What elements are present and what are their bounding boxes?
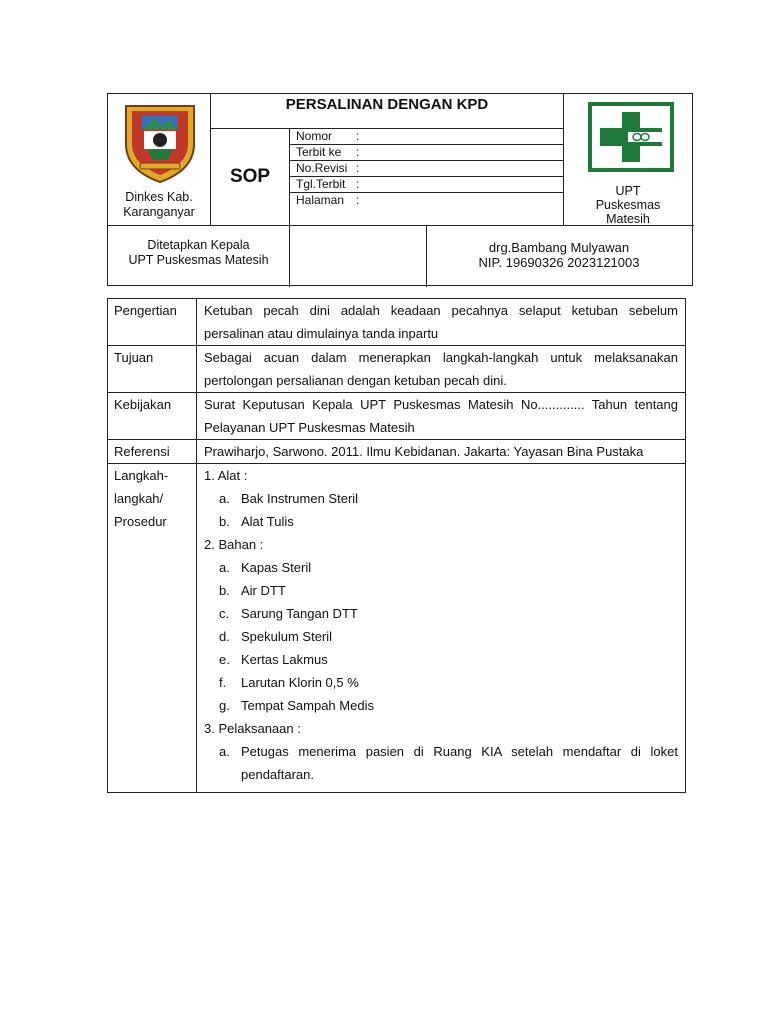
document-title: PERSALINAN DENGAN KPD [285, 96, 489, 113]
list-item [204, 579, 678, 602]
meta-label: Terbit ke [296, 145, 342, 159]
list-marker: a. [219, 560, 230, 575]
list-text: Kertas Lakmus [241, 652, 328, 667]
list-marker: c. [219, 606, 230, 621]
upt-label [564, 184, 692, 226]
row-prosedur [108, 464, 686, 793]
list-marker: a. [219, 491, 230, 506]
meta-sep: : [356, 145, 360, 159]
meta-label: Halaman [296, 193, 345, 207]
prosedur-key-line: Prosedur [114, 514, 167, 529]
upt-line-1: UPT [615, 184, 641, 198]
row-key: Referensi [108, 440, 197, 464]
sop-label: SOP [229, 166, 271, 187]
prosedur-key-line: langkah/ [114, 491, 164, 506]
upt-line-2: Puskesmas [595, 198, 661, 212]
list-item [204, 602, 678, 625]
signer-name: drg.Bambang Mulyawan [488, 240, 630, 255]
meta-label: Tgl.Terbit [296, 177, 346, 191]
ditetapkan-label [108, 238, 289, 268]
list-marker: a. [219, 744, 230, 759]
list-marker: g. [219, 698, 230, 713]
list-item [204, 648, 678, 671]
list-marker: b. [219, 514, 230, 529]
section-heading: 2. Bahan : [204, 537, 264, 552]
list-text: Kapas Steril [241, 560, 312, 575]
sop-header [107, 93, 693, 286]
meta-label: Nomor [296, 129, 333, 143]
list-item [204, 740, 678, 786]
list-marker: b. [219, 583, 230, 598]
row-key [108, 464, 197, 793]
list-text: Tempat Sampah Medis [241, 698, 374, 713]
meta-halaman [290, 193, 563, 209]
section-heading: 1. Alat : [204, 468, 248, 483]
list-marker: e. [219, 652, 230, 667]
list-text: Larutan Klorin 0,5 % [241, 675, 359, 690]
list-text: Spekulum Steril [241, 629, 333, 644]
dinkes-label [108, 190, 210, 220]
list-text: Petugas menerima pasien di Ruang KIA setelah mendaftar di loket pendaftaran. [241, 744, 678, 782]
row-kebijakan [108, 393, 686, 440]
meta-label: No.Revisi [296, 161, 348, 175]
meta-sep: : [356, 193, 360, 207]
list-text: Bak Instrumen Steril [241, 491, 359, 506]
row-tujuan [108, 346, 686, 393]
row-key: Pengertian [108, 299, 197, 346]
row-value: Ketuban pecah dini adalah keadaan pecahnya selaput ketuban sebelum persalinan atau dimulainya tanda inpartu [197, 299, 686, 346]
list-text: Sarung Tangan DTT [241, 606, 358, 621]
ditetapkan-line-1: Ditetapkan Kepala [147, 238, 250, 252]
meta-terbit-ke [290, 145, 563, 161]
list-text: Air DTT [241, 583, 286, 598]
upt-line-3: Matesih [606, 212, 650, 226]
prosedur-key-line: Langkah- [114, 468, 169, 483]
ditetapkan-line-2: UPT Puskesmas Matesih [128, 253, 269, 267]
list-item [204, 694, 678, 717]
row-referensi [108, 440, 686, 464]
prosedur-steps [197, 464, 686, 793]
list-item [204, 625, 678, 648]
list-marker: d. [219, 629, 230, 644]
meta-nomor [290, 129, 563, 145]
section-heading: 3. Pelaksanaan : [204, 721, 301, 736]
list-marker: f. [219, 675, 227, 690]
row-key: Tujuan [108, 346, 197, 393]
list-item [204, 671, 678, 694]
sop-content-table [107, 298, 686, 793]
puskesmas-green-cross-icon [588, 102, 674, 172]
list-item [204, 556, 678, 579]
row-value: Prawiharjo, Sarwono. 2011. Ilmu Kebidanan. Jakarta: Yayasan Bina Pustaka [197, 440, 686, 464]
meta-tgl-terbit [290, 177, 563, 193]
meta-sep: : [356, 129, 360, 143]
row-key: Kebijakan [108, 393, 197, 440]
row-value: Sebagai acuan dalam menerapkan langkah-langkah untuk melaksanakan pertolongan persalianan dengan ketuban pecah dini. [197, 346, 686, 393]
list-item [204, 487, 678, 510]
row-value: Surat Keputusan Kepala UPT Puskesmas Matesih No............. Tahun tentang Pelayanan UPT Puskesmas Matesih [197, 393, 686, 440]
list-text: Alat Tulis [241, 514, 294, 529]
signatory [426, 240, 692, 270]
signer-nip: NIP. 19690326 2023121003 [478, 255, 640, 270]
list-item [204, 510, 678, 533]
row-pengertian [108, 299, 686, 346]
meta-sep: : [356, 177, 360, 191]
meta-no-revisi [290, 161, 563, 177]
dinkes-line-1: Dinkes Kab. [125, 190, 193, 204]
dinkes-line-2: Karanganyar [123, 205, 195, 219]
karanganyar-regency-emblem-icon [120, 100, 200, 184]
meta-sep: : [356, 161, 360, 175]
